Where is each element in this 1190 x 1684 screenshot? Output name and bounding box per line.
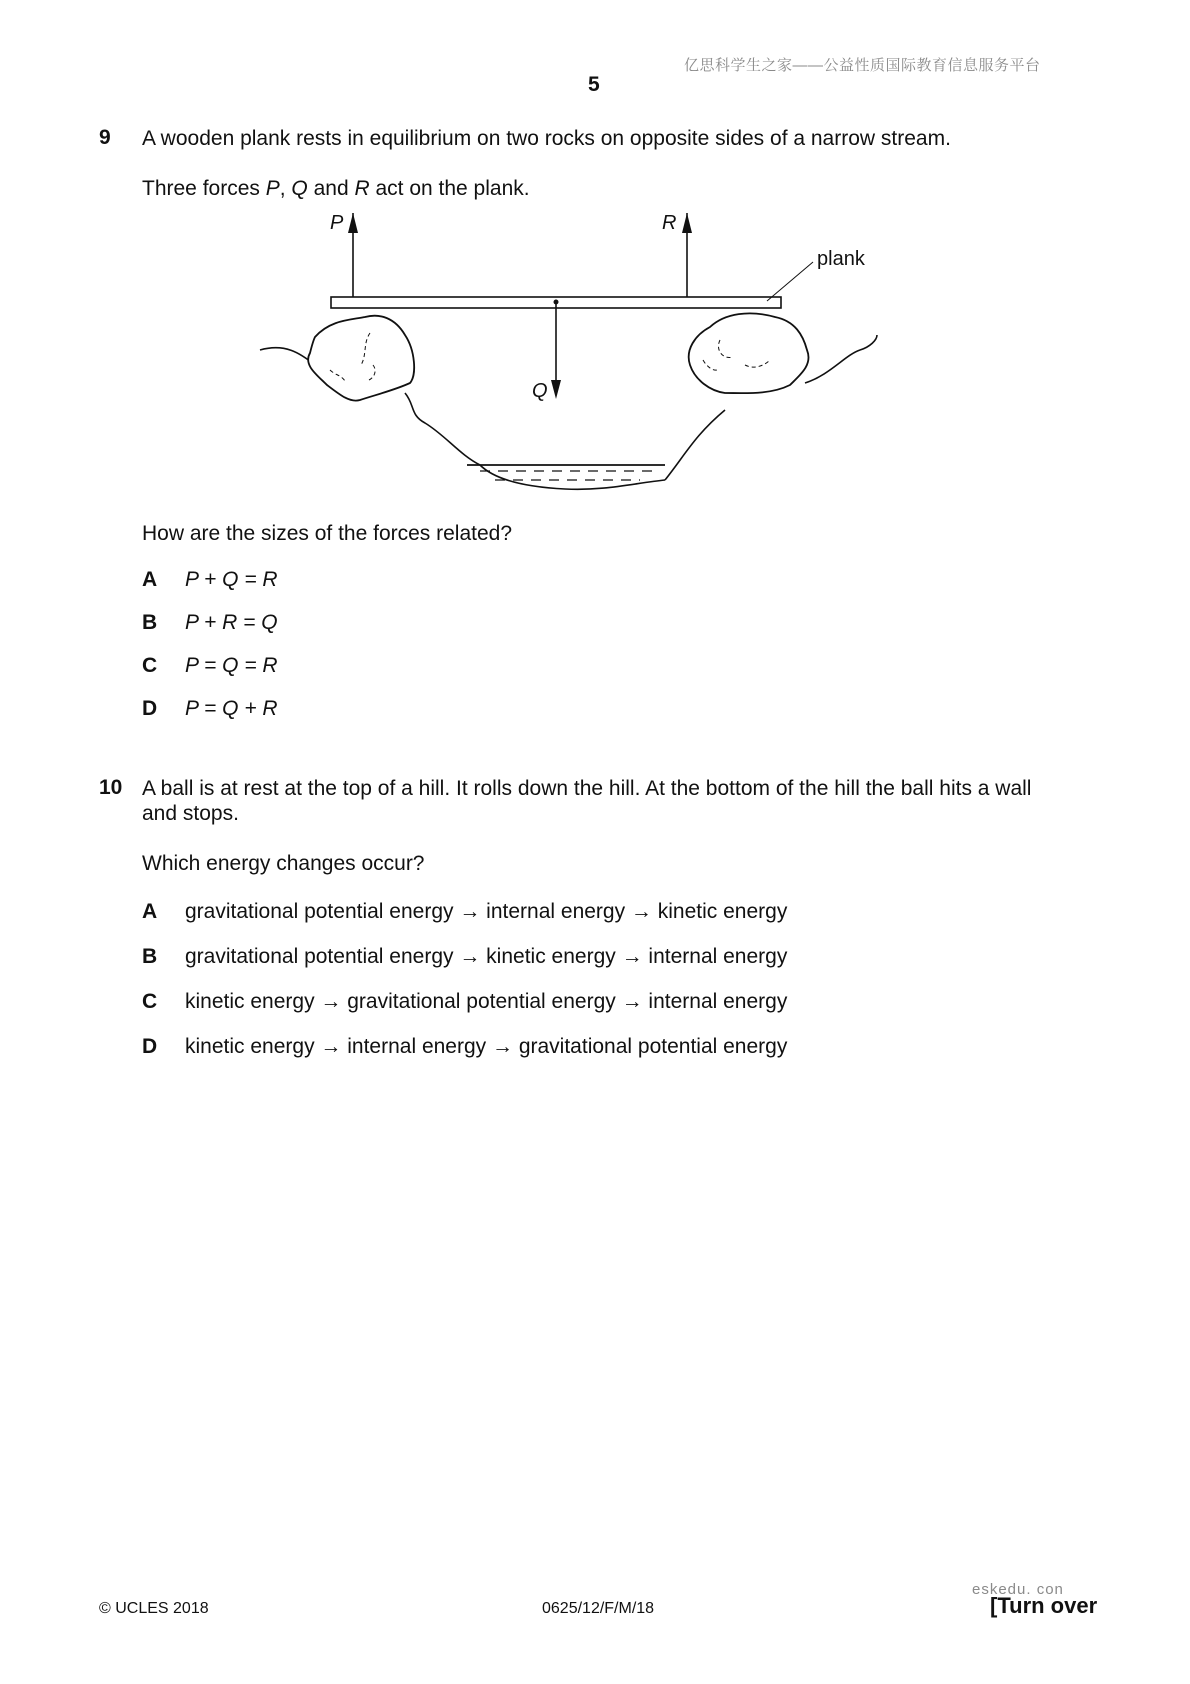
force-q-label: Q	[291, 177, 308, 200]
page-number: 5	[588, 73, 600, 96]
diagram-label-p: P	[330, 212, 344, 234]
subtext-suffix: act on the plank.	[369, 177, 530, 200]
question-10-text-line1: A ball is at rest at the top of a hill. It rolls down the hill. At the bottom of the hill the ball hits a wall	[142, 777, 1032, 800]
force-r-arrowhead	[682, 213, 692, 233]
force-r-label: R	[354, 177, 370, 200]
plank-forces-diagram	[255, 212, 955, 505]
subtext-sep1: ,	[279, 177, 292, 200]
q10-option-a-text: gravitational potential energy → internal energy → kinetic energy	[185, 900, 788, 923]
question-10-text-line2: and stops.	[142, 802, 239, 825]
q10-option-c-letter: C	[142, 990, 158, 1013]
q10-option-d-text: kinetic energy → internal energy → gravitational potential energy	[185, 1035, 788, 1058]
question-9-prompt: How are the sizes of the forces related?	[142, 522, 513, 545]
question-10-prompt: Which energy changes occur?	[142, 852, 425, 875]
right-bank	[665, 410, 725, 480]
stream-bed	[480, 465, 665, 489]
question-9-number: 9	[99, 126, 111, 149]
left-ground	[260, 348, 315, 365]
q10-option-d-letter: D	[142, 1035, 158, 1058]
subtext-sep2: and	[307, 177, 355, 200]
q10-option-b-text: gravitational potential energy → kinetic energy → internal energy	[185, 945, 788, 968]
question-10-number: 10	[99, 776, 123, 799]
force-p-arrowhead	[348, 213, 358, 233]
q10-option-a-letter: A	[142, 900, 158, 923]
left-bank	[405, 393, 480, 465]
force-q-arrowhead	[551, 380, 561, 399]
diagram-label-q: Q	[532, 380, 548, 402]
footer-copyright: © UCLES 2018	[99, 1600, 209, 1617]
right-rock	[689, 313, 809, 393]
left-rock	[308, 316, 414, 401]
footer-watermark: eskedu. con	[972, 1581, 1064, 1598]
right-ground	[805, 335, 877, 383]
q9-option-b-letter: B	[142, 611, 158, 634]
q9-option-a-letter: A	[142, 568, 158, 591]
diagram-label-r: R	[662, 212, 677, 234]
q9-option-c-letter: C	[142, 654, 158, 677]
force-p-label: P	[265, 177, 280, 200]
plank-leader-line	[767, 262, 813, 301]
footer-paper-code: 0625/12/F/M/18	[542, 1600, 655, 1617]
q9-option-b-text: P + R = Q	[185, 611, 278, 634]
q9-option-a-text: P + Q = R	[185, 568, 278, 591]
q9-option-d-letter: D	[142, 697, 158, 720]
subtext-prefix: Three forces	[142, 177, 266, 200]
footer-turn-over: [Turn over	[990, 1593, 1098, 1618]
q9-option-d-text: P = Q + R	[185, 697, 278, 720]
question-9-text: A wooden plank rests in equilibrium on two rocks on opposite sides of a narrow stream.	[142, 127, 951, 150]
q9-option-c-text: P = Q = R	[185, 654, 278, 677]
question-9-subtext	[142, 176, 530, 202]
q10-option-c-text: kinetic energy → gravitational potential energy → internal energy	[185, 990, 788, 1013]
q10-option-b-letter: B	[142, 945, 158, 968]
header-watermark: 亿思科学生之家——公益性质国际教育信息服务平台	[684, 57, 1041, 74]
diagram-label-plank: plank	[817, 248, 865, 270]
